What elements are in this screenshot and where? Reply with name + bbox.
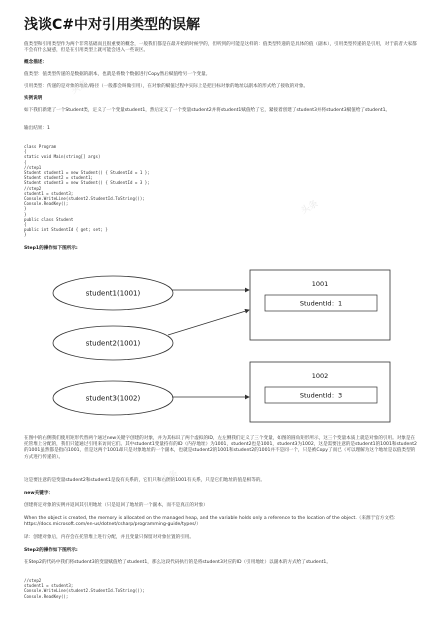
value-type-paragraph: 值类型：值类型传递的是数据的副本，也就是将数个数据进行Copy然后赋值给另一个变量。 — [24, 72, 211, 77]
page-title: 浅谈C#中对引用类型的误解 — [24, 17, 201, 33]
object-address-1001: 1001 — [311, 280, 329, 288]
intro-paragraph: 值类型和引用类型作为两个非常基础而且很重要的概念，一般我们都是在最开始的时候学的，但听到的可能是这样的：值类型传递的是具体的值（副本），引用类型传递的是引用，对于前者大家都不会有什么疑惑，但是在引用类型上就可能会进入一些误区。 — [24, 42, 417, 54]
variable-label-student3: student3(1002) — [85, 394, 141, 403]
variable-label-student1: student1(1001) — [85, 289, 141, 298]
watermark: 头条 — [69, 78, 91, 97]
arrow-student2-to-1001 — [168, 310, 249, 335]
watermark: 头条 — [299, 198, 321, 217]
watermark: 头条 — [159, 468, 181, 487]
new-heading: new关键字： — [24, 491, 54, 496]
code-block: class Program { static void Main(string[] args) { //step1 Student student1 = new Student() { StudentId = 1 }; Student student2 = student1; Student student3 = new Student() { StudentId = 3 }; //step2 student1 = student3; Console.WriteLine(student2.StudentId.ToString()); Console.ReadKey(); } } public class Student { public int StudentId { get; set; } } — [24, 144, 150, 238]
object-field-1001: StudentId：1 — [299, 299, 343, 308]
example-heading: 实例说明 — [24, 96, 43, 101]
variable-label-student2: student2(1001) — [85, 339, 141, 348]
new-paragraph-2: 译：创建对象后，内存会在托管堆上进行分配，并且变量只保留对对象位置的引用。 — [24, 535, 194, 540]
code-block-2: //step2 student1 = student3; Console.WriteLine(student2.StudentId.ToString()); Console.ReadKey(); — [24, 578, 145, 599]
step2-heading: Step2的操作如下图所示: — [24, 548, 78, 553]
step2-paragraph: 在Step2的代码中我们将student3的变量赋值给了student1，那么这段代码执行的是将student3对应的ID（引用地址）以副本的方式给了student1。 — [24, 560, 331, 565]
explain-paragraph: 在图中的右侧我们使用矩形代替两个通过new关键字创建的对象，并为其标识了两个虚拟的ID，左左侧我们定义了三个变量，如图的圆角矩形所示，这三个变量本质上就是对象的引用。对象是在托管堆上分配的，我们只能通过引用来访问它们。其中student1变量持有的ID（内存地址）为1001，student2也是1001，student3为1002，这是需要注意的是student1的1001和student2的1001虽然都是指向1001，但是这两个1001却只是对象地址的一个副本，也就是student2的1001和student2的1001并不是同一个，只是被Copy了而已（可以理解为这个地址是以值类型的方式进行传递的）。 — [24, 436, 417, 460]
output-text: 输出结果：1 — [24, 126, 50, 131]
ref-type-paragraph: 引用类型：传递的是对象的地址/路径（一般都会叫做引用），在对象的赋值过程中实际上是把目标对象的地址以副本的形式给了接收的对象。 — [24, 84, 309, 89]
object-address-1002: 1002 — [311, 372, 329, 380]
concept-heading: 概念描述： — [24, 60, 47, 65]
example-paragraph: 如下我们新建了一个Student类，定义了一个变量student1，然后定义了一个变量student2并将student1赋值给了它，紧接着创建了student3并将student3赋值给了student1。 — [24, 108, 391, 113]
new-paragraph-1: 创建将定对象的实例并返回其引用地址（只是返回了地址的一个副本，而不是真正的对象） — [24, 503, 208, 508]
step1-heading: Step1的操作如下图所示: — [24, 246, 78, 251]
summary-paragraph: 这是要注意的是变量student2和student1是没有关系的，它们只和右侧的1001有关系，只是它们地址的值是相等的。 — [24, 478, 266, 483]
new-paragraph-en: When the object is created, the memory is allocated on the managed heap, and the variable holds only a reference to the location of the object.（来源于官方文档：https://docs.microsoft.com/en-us/dotnet/csharp/programming-guide/types/） — [24, 516, 399, 528]
object-field-1002: StudentId：3 — [299, 391, 343, 400]
